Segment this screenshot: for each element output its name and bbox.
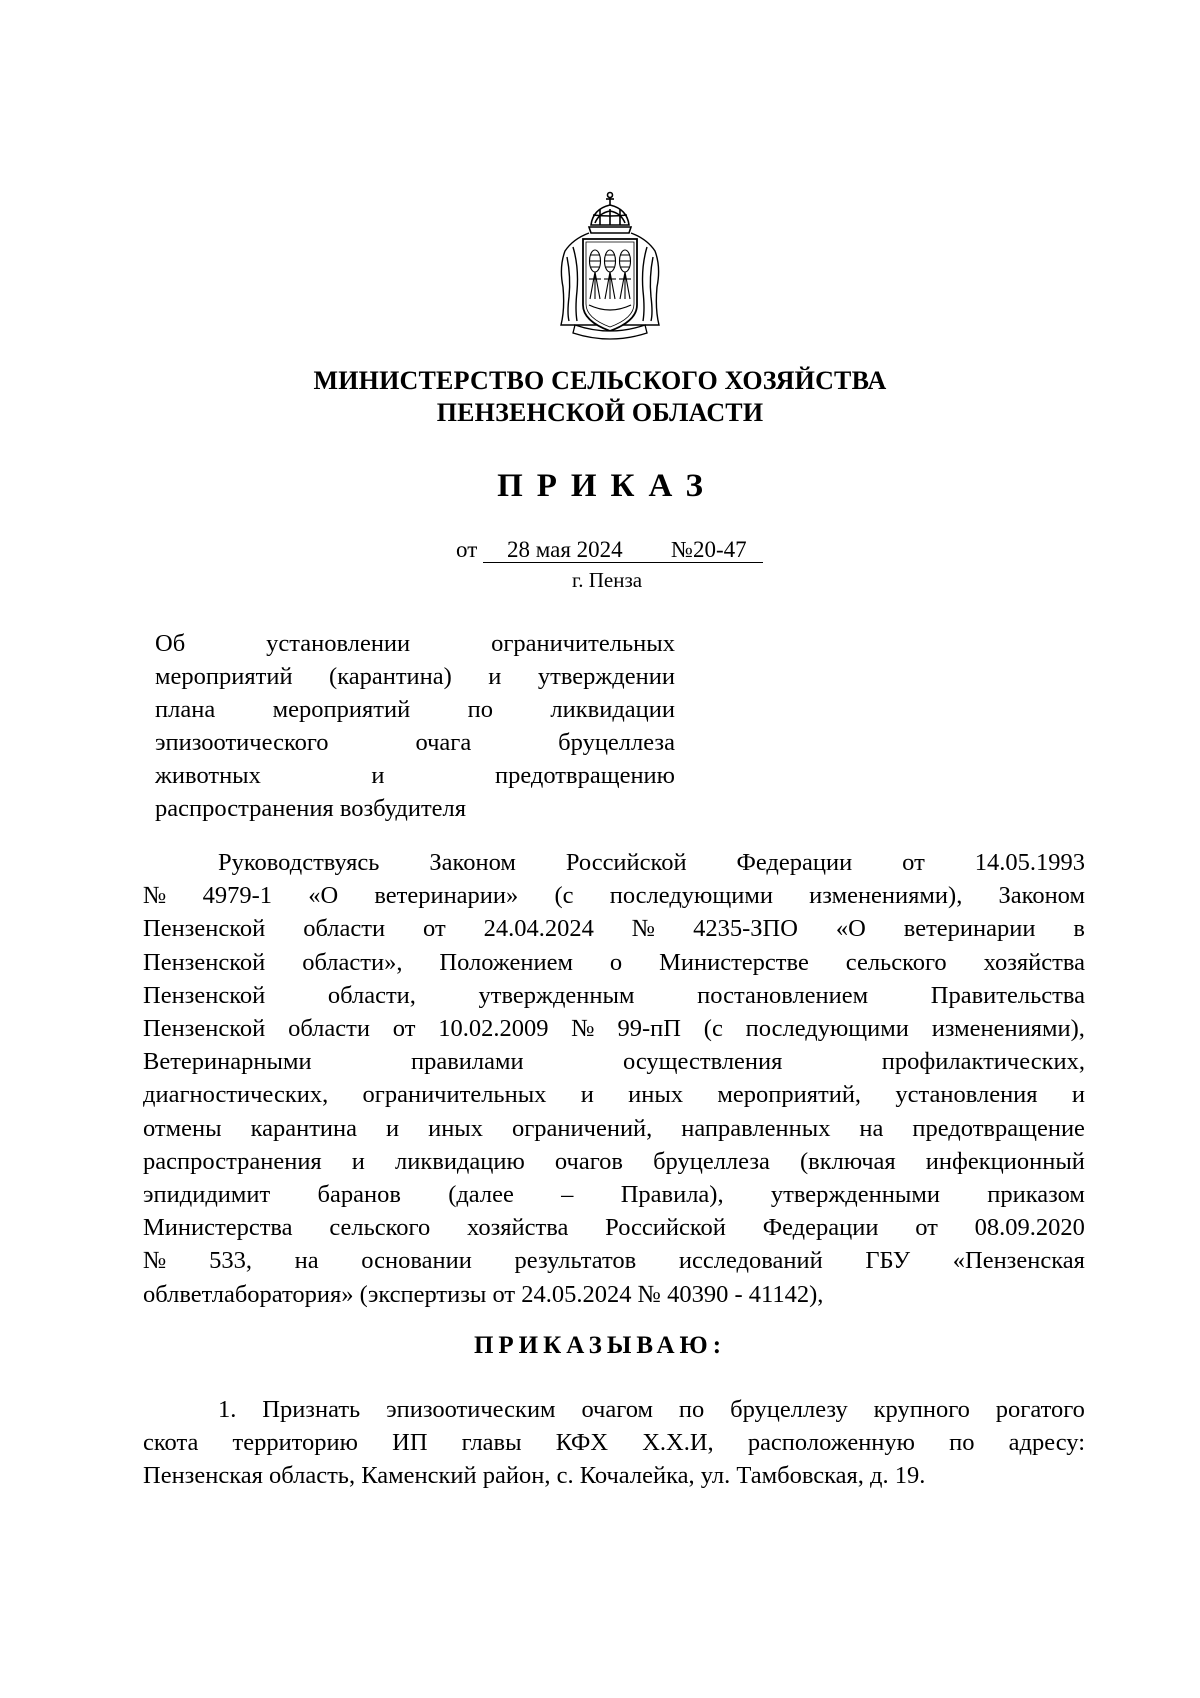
word: предотвращению	[495, 762, 675, 789]
order-city: г. Пенза	[572, 568, 643, 592]
word: области	[288, 1015, 370, 1043]
word: предотвращение	[912, 1114, 1085, 1142]
word: Правительства	[930, 981, 1085, 1009]
word: «О	[835, 915, 866, 943]
word: о	[609, 948, 623, 976]
decree-heading: ПРИКАЗЫВАЮ:	[473, 1332, 727, 1359]
text-line	[143, 1045, 1085, 1078]
word: по	[467, 696, 493, 723]
word: ликвидации	[550, 696, 675, 723]
word: Российской	[605, 1214, 726, 1242]
word: 533,	[209, 1247, 252, 1275]
word: и	[1071, 1081, 1085, 1109]
word: мероприятий	[155, 663, 293, 690]
word: Признать	[262, 1396, 361, 1423]
order-title: ПРИКАЗ	[497, 468, 717, 504]
order-number: 20-47	[693, 538, 763, 563]
word: и	[488, 663, 502, 690]
word: утверждении	[537, 663, 675, 690]
word: ГБУ	[865, 1247, 911, 1275]
word: и	[580, 1081, 594, 1109]
word: 4235-ЗПО	[693, 915, 798, 943]
text-line	[143, 846, 1085, 879]
word: Российской	[565, 849, 687, 876]
word: распространения	[143, 1147, 322, 1175]
word: инфекционный	[925, 1147, 1085, 1175]
word: последующими	[609, 882, 773, 910]
text-line	[143, 1244, 1085, 1277]
word: крупного	[873, 1396, 970, 1423]
word: рогатого	[995, 1396, 1085, 1423]
word: 08.09.2020	[974, 1214, 1085, 1242]
word: бруцеллезу	[730, 1396, 848, 1423]
text-line	[143, 1393, 1085, 1426]
word: скота	[143, 1429, 199, 1457]
word: и	[351, 1147, 365, 1175]
word: территорию	[232, 1429, 358, 1457]
text-line	[155, 759, 675, 792]
word: Пензенской	[143, 981, 266, 1009]
word: Руководствуясь	[218, 849, 380, 876]
word: последующими	[745, 1015, 909, 1043]
word: утвержденным	[478, 981, 635, 1009]
text-line	[143, 1145, 1085, 1178]
text-line	[155, 627, 675, 660]
word: бруцеллеза	[653, 1147, 770, 1175]
word: (карантина)	[329, 663, 452, 690]
word: –	[561, 1181, 574, 1209]
word: Пензенской	[143, 915, 266, 943]
text-line	[143, 1178, 1085, 1211]
word: (с	[554, 882, 574, 910]
word: мероприятий,	[717, 1081, 862, 1109]
word: хозяйства	[467, 1214, 569, 1242]
word: Пензенской	[143, 1015, 266, 1043]
word: баранов	[317, 1181, 401, 1209]
word: очага	[415, 729, 472, 756]
word: (с	[703, 1015, 723, 1043]
text-line	[143, 979, 1085, 1012]
word: направленных	[681, 1114, 831, 1142]
word: и	[371, 762, 385, 789]
coat-of-arms-emblem	[555, 187, 665, 347]
word: главы	[461, 1429, 522, 1457]
order-dateline	[456, 536, 763, 564]
word: на	[294, 1247, 319, 1275]
word: хозяйства	[983, 948, 1085, 976]
word: 24.04.2024	[483, 915, 594, 943]
word: сельского	[329, 1214, 431, 1242]
word: ограничений,	[511, 1114, 653, 1142]
word: Х.Х.И,	[642, 1429, 714, 1457]
word: иных	[628, 1081, 684, 1109]
word: расположенную	[747, 1429, 915, 1457]
word: в	[1073, 915, 1085, 943]
text-line	[143, 912, 1085, 945]
word: Об	[155, 630, 186, 657]
word: ветеринарии»	[374, 882, 519, 910]
order-item-1	[143, 1393, 1085, 1493]
word: области»,	[302, 948, 403, 976]
word: Пензенской	[143, 948, 266, 976]
word: №	[631, 915, 656, 943]
word: животных	[155, 762, 261, 789]
word: эпизоотическим	[386, 1396, 556, 1423]
word: на	[859, 1114, 884, 1142]
word: очагов	[554, 1147, 623, 1175]
word: от	[902, 849, 925, 876]
text-line-last: распространения возбудителя	[155, 795, 467, 822]
word: бруцеллеза	[558, 729, 675, 756]
text-line	[143, 1426, 1085, 1459]
word: изменениями),	[931, 1015, 1085, 1043]
word: адресу:	[1008, 1429, 1085, 1457]
word: ограничительных	[491, 630, 675, 657]
word: сельского	[845, 948, 947, 976]
text-line	[143, 1211, 1085, 1244]
word: ИП	[392, 1429, 428, 1457]
word: ограничительных	[362, 1081, 547, 1109]
word: №	[143, 1247, 167, 1275]
word: мероприятий	[272, 696, 411, 723]
word: Федерации	[736, 849, 853, 876]
word: №	[571, 1015, 595, 1043]
word: результатов	[514, 1247, 637, 1275]
text-line	[155, 660, 675, 693]
word: эпидидимит	[143, 1181, 271, 1209]
word: Федерации	[762, 1214, 879, 1242]
word: «Пензенская	[952, 1247, 1085, 1275]
word: Законом	[429, 849, 516, 876]
word: осуществления	[622, 1048, 783, 1076]
word: Законом	[998, 882, 1085, 910]
word: Министерстве	[659, 948, 809, 976]
word: диагностических,	[143, 1081, 329, 1109]
word: 10.02.2009	[438, 1015, 549, 1043]
preamble-paragraph	[143, 846, 1085, 1311]
text-line	[155, 693, 675, 726]
word: плана	[155, 696, 216, 723]
date-prefix: от	[456, 537, 478, 562]
ministry-name-line-2: ПЕНЗЕНСКОЙ ОБЛАСТИ	[436, 398, 764, 427]
order-subject	[155, 627, 675, 825]
word: Правила),	[620, 1181, 724, 1209]
word: отмены	[143, 1114, 222, 1142]
word: очагом	[581, 1396, 653, 1423]
word: и	[385, 1114, 400, 1142]
word: Положением	[439, 948, 573, 976]
word: утвержденными	[770, 1181, 940, 1209]
ministry-name-line-1: МИНИСТЕРСТВО СЕЛЬСКОГО ХОЗЯЙСТВА	[313, 366, 887, 395]
word: 1.	[218, 1396, 237, 1423]
word: по	[678, 1396, 705, 1423]
text-line-last: облветлаборатория» (экспертизы от 24.05.2024 № 40390 - 41142),	[143, 1280, 824, 1308]
word: постановлением	[697, 981, 869, 1009]
order-date: 28 мая 2024	[483, 538, 671, 563]
text-line	[143, 1112, 1085, 1145]
word: ветеринарии	[903, 915, 1036, 943]
word: иных	[428, 1114, 484, 1142]
word: эпизоотического	[155, 729, 329, 756]
word: КФХ	[555, 1429, 609, 1457]
word: приказом	[987, 1181, 1085, 1209]
word: установлении	[266, 630, 411, 657]
word: от	[915, 1214, 938, 1242]
word: (включая	[799, 1147, 896, 1175]
word: 99-пП	[617, 1015, 681, 1043]
word: от	[423, 915, 446, 943]
word: профилактических,	[881, 1048, 1085, 1076]
word: Ветеринарными	[143, 1048, 312, 1076]
text-line-last: Пензенская область, Каменский район, с. Кочалейка, ул. Тамбовская, д. 19.	[143, 1462, 926, 1490]
word: №	[143, 882, 167, 910]
text-line	[143, 1012, 1085, 1045]
word: (далее	[448, 1181, 514, 1209]
word: 14.05.1993	[974, 849, 1085, 876]
word: от	[392, 1015, 416, 1043]
word: «О	[308, 882, 339, 910]
word: ликвидацию	[395, 1147, 525, 1175]
word: исследований	[678, 1247, 823, 1275]
word: основании	[361, 1247, 472, 1275]
word: карантина	[250, 1114, 358, 1142]
word: изменениями),	[809, 882, 963, 910]
text-line	[143, 1078, 1085, 1111]
text-line	[143, 946, 1085, 979]
word: Министерства	[143, 1214, 293, 1242]
text-line	[143, 879, 1085, 912]
word: области	[303, 915, 386, 943]
word: 4979-1	[202, 882, 272, 910]
word: установления	[895, 1081, 1038, 1109]
number-prefix: №	[671, 537, 693, 562]
word: по	[949, 1429, 975, 1457]
text-line	[155, 726, 675, 759]
word: правилами	[410, 1048, 524, 1076]
word: области,	[327, 981, 416, 1009]
